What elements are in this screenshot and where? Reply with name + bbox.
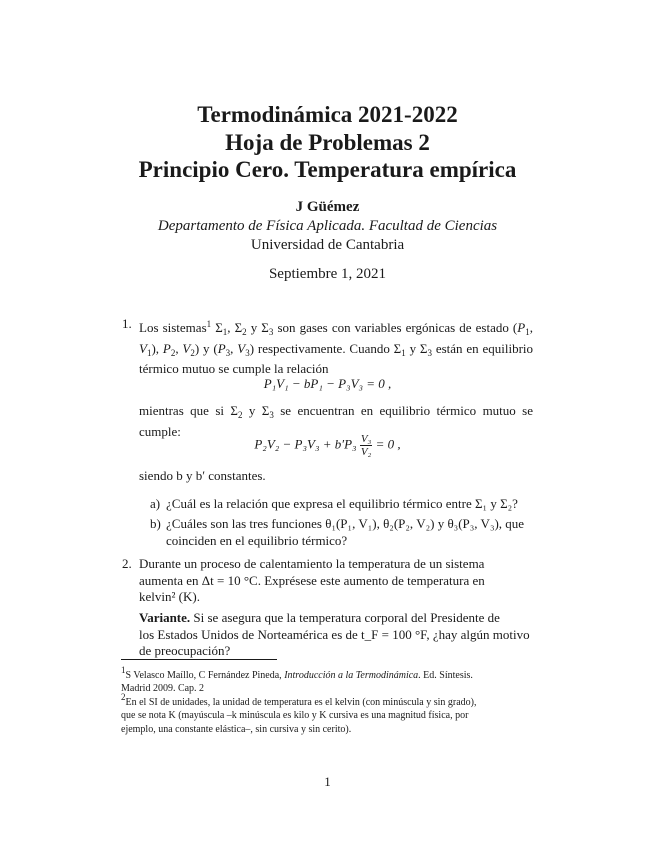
fn1-book: Introducción a la Termodinámica xyxy=(284,670,419,681)
footnote-2 xyxy=(121,691,534,736)
fn1-a: S Velasco Maíllo, C Fernández Pineda, xyxy=(125,670,282,681)
footnote-rule xyxy=(121,659,277,660)
p1-mid-line2: cumple: xyxy=(139,423,181,439)
equation-1: P₁V₁ − bP₁ − P₃V₃ = 0 , xyxy=(263,376,392,391)
title-line-3: Principio Cero. Temperatura empírica xyxy=(138,157,517,182)
problem-2-number: 2. xyxy=(122,556,132,571)
page-number: 1 xyxy=(324,774,331,789)
p2-variant-text xyxy=(139,610,533,660)
fn2-line1: En el SI de unidades, la unidad de temperatura es el kelvin (con minúscula y sin grado), xyxy=(125,697,477,708)
equation-2 xyxy=(0,433,655,458)
sub-b-label: b) xyxy=(150,516,161,531)
eq2-numerator: V₃ xyxy=(360,433,372,445)
fn1-b: . Ed. Síntesis. xyxy=(418,670,473,681)
date: Septiembre 1, 2021 xyxy=(268,266,387,282)
fn1-mark: 1 xyxy=(121,665,126,675)
p1-line3: equilibrio térmico mutuo se cumple la relación xyxy=(139,340,534,376)
variant-line3: de preocupación? xyxy=(139,643,231,658)
p1-middle-text: mientras que si $\Sigma_2$ y $\Sigma_3$ se encuentran en equilibrio térmico mutuo se cumple: xyxy=(139,403,534,439)
sub-b-text xyxy=(166,516,534,549)
sub-b-text2: coinciden en el equilibrio térmico? xyxy=(166,532,348,548)
variant-label: Variante. xyxy=(139,610,191,625)
title-line-2: Hoja de Problemas 2 xyxy=(225,130,430,155)
sub-a-text: ¿Cuál es la relación que expresa el equilibrio térmico entre Σ₁ y Σ₂? xyxy=(166,496,518,511)
problem-1-number: 1. xyxy=(122,316,132,331)
variant-line2: los Estados Unidos de Norteamérica es de t_F = 100 °F, ¿hay algún motivo xyxy=(139,626,530,642)
p1-constants: siendo b y b′ constantes. xyxy=(139,468,266,483)
p2-line2: aumenta en Δt = 10 °C. Exprésese este aumento de temperatura en xyxy=(139,572,485,588)
p1-line2-tail3: están en xyxy=(435,340,479,356)
eq2-right: = 0 , xyxy=(375,436,401,452)
p2-line1: Durante un proceso de calentamiento la temperatura de un sistema xyxy=(139,556,485,571)
fn2-mark: 2 xyxy=(121,692,126,702)
title-line-1: Termodinámica 2021-2022 xyxy=(197,102,458,127)
author: J Güémez xyxy=(295,199,360,215)
variant-line1: Si se asegura que la temperatura corporal del Presidente de xyxy=(193,610,500,625)
sub-a-label: a) xyxy=(150,496,161,511)
department: Departamento de Física Aplicada. Facultad de Ciencias xyxy=(157,218,498,234)
p1-mid-a: mientras que si Σ xyxy=(139,403,238,418)
fn1-c: Madrid 2009. Cap. 2 xyxy=(121,683,205,695)
fn2-line3: ejemplo, una constante elástica–, sin cursiva y sin cerito). xyxy=(121,723,352,735)
problem-2-text xyxy=(139,556,533,606)
p1-mid-c: se encuentran en equilibrio térmico mutuo se xyxy=(280,403,534,418)
eq2-left: P₂V₂ − P₃V₃ + b′P₃ xyxy=(254,436,357,452)
p2-line3: kelvin² (K). xyxy=(139,589,200,604)
fn2-line2: que se nota K (mayúscula –k minúscula es kilo y K cursiva es una magnitud física, por xyxy=(121,710,469,722)
p1-intro-c: son gases con variables ergónicas de estado xyxy=(277,320,509,335)
p1-line2-tail: respectivamente. Cuando Σ xyxy=(257,340,402,356)
sub-b-text1: ¿Cuáles son las tres funciones θ₁(P₁, V₁), θ₂(P₂, V₂) y θ₃(P₃, V₃), que xyxy=(166,516,525,531)
p1-mid-b: y Σ xyxy=(248,403,270,418)
eq2-denominator: V₂ xyxy=(360,446,372,458)
university: Universidad de Cantabria xyxy=(250,237,405,253)
p1-intro-a: Los sistemas xyxy=(139,320,207,335)
p1-line2-tail2: y Σ xyxy=(409,340,428,356)
problem-1-intro: Los sistemas$^1$ $\Sigma_1$, $\Sigma_2$ y $\Sigma_3$ son gases con variables ergónicas de estado ($P_1$, $V_1$), $P_2$, $V_2$) y ($P_3$, $V_3$) respectivamente. Cuando $\Sigma_1$ y $\Sigma_3$ están en equilibrio térmico mutuo se cumple la relación xyxy=(139,319,534,376)
eq2-fraction xyxy=(360,433,373,458)
